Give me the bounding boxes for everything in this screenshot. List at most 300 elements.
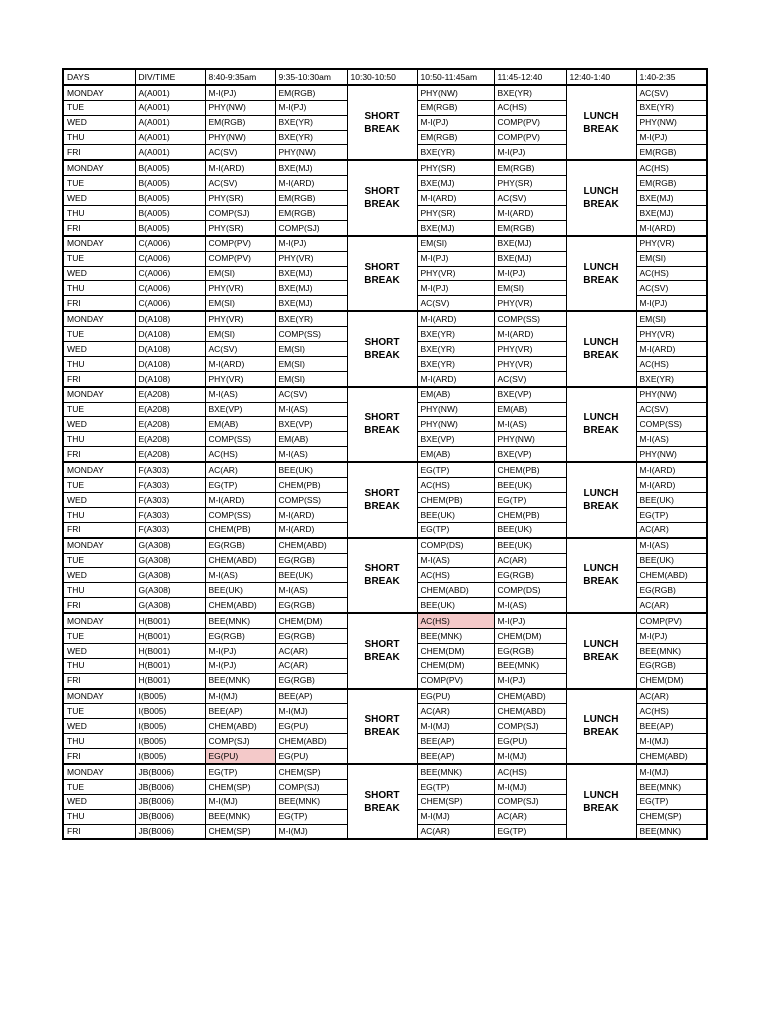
slot-1-cell: CHEM(SP) (205, 779, 275, 794)
slot-3-cell: BEE(MNK) (417, 764, 494, 779)
slot-4-cell: CHEM(ABD) (494, 689, 566, 704)
slot-4-cell: M-I(AS) (494, 598, 566, 613)
slot-3-cell: CHEM(DM) (417, 658, 494, 673)
slot-4-cell: PHY(VR) (494, 356, 566, 371)
slot-2-cell: EM(SI) (275, 356, 347, 371)
slot-2-cell: CHEM(SP) (275, 764, 347, 779)
slot-3-cell: CHEM(SP) (417, 794, 494, 809)
slot-3-cell: CHEM(PB) (417, 492, 494, 507)
division-cell: G(A308) (135, 538, 205, 553)
timetable (62, 68, 708, 840)
slot-5-cell: EM(SI) (636, 311, 707, 326)
day-cell: THU (63, 206, 135, 221)
slot-2-cell: EM(SI) (275, 371, 347, 386)
slot-2-cell: PHY(NW) (275, 145, 347, 160)
day-cell: FRI (63, 673, 135, 688)
slot-2-cell: EG(RGB) (275, 598, 347, 613)
slot-3-cell: AC(HS) (417, 568, 494, 583)
slot-3-cell: CHEM(ABD) (417, 583, 494, 598)
slot-3-cell: EG(TP) (417, 779, 494, 794)
slot-5-cell: EM(RGB) (636, 145, 707, 160)
slot-1-cell: CHEM(PB) (205, 522, 275, 537)
division-cell: JB(B006) (135, 764, 205, 779)
slot-1-cell: AC(HS) (205, 447, 275, 462)
slot-2-cell: COMP(SS) (275, 492, 347, 507)
slot-1-cell: M-I(ARD) (205, 492, 275, 507)
table-row (63, 764, 707, 779)
slot-4-cell: BXE(VP) (494, 447, 566, 462)
slot-5-cell: M-I(PJ) (636, 628, 707, 643)
slot-1-cell: BXE(VP) (205, 402, 275, 417)
day-cell: WED (63, 643, 135, 658)
division-cell: A(A001) (135, 130, 205, 145)
slot-2-cell: EG(RGB) (275, 553, 347, 568)
slot-3-cell: COMP(PV) (417, 673, 494, 688)
slot-5-cell: M-I(ARD) (636, 220, 707, 235)
slot-1-cell: EM(SI) (205, 296, 275, 311)
division-cell: E(A208) (135, 447, 205, 462)
division-cell: C(A006) (135, 266, 205, 281)
slot-5-cell: BEE(MNK) (636, 824, 707, 839)
slot-1-cell: EM(RGB) (205, 115, 275, 130)
division-cell: C(A006) (135, 281, 205, 296)
slot-4-cell: M-I(PJ) (494, 613, 566, 628)
slot-5-cell: EG(RGB) (636, 583, 707, 598)
division-cell: I(B005) (135, 689, 205, 704)
slot-4-cell: M-I(PJ) (494, 673, 566, 688)
day-cell: WED (63, 115, 135, 130)
slot-3-cell: BXE(MJ) (417, 176, 494, 191)
division-cell: G(A308) (135, 598, 205, 613)
slot-1-cell: PHY(SR) (205, 191, 275, 206)
slot-1-cell: COMP(SJ) (205, 734, 275, 749)
division-cell: D(A108) (135, 327, 205, 342)
slot-5-cell: PHY(VR) (636, 236, 707, 251)
slot-5-cell: BEE(UK) (636, 553, 707, 568)
day-cell: MONDAY (63, 85, 135, 100)
slot-3-cell: BXE(YR) (417, 145, 494, 160)
slot-4-cell: BXE(MJ) (494, 236, 566, 251)
day-cell: WED (63, 568, 135, 583)
division-cell: I(B005) (135, 719, 205, 734)
slot-2-cell: EG(PU) (275, 749, 347, 764)
slot-1-cell: EG(RGB) (205, 538, 275, 553)
slot-2-cell: M-I(PJ) (275, 236, 347, 251)
slot-4-cell: BEE(UK) (494, 478, 566, 493)
slot-5-cell: M-I(PJ) (636, 130, 707, 145)
division-cell: G(A308) (135, 583, 205, 598)
division-cell: A(A001) (135, 100, 205, 115)
day-cell: TUE (63, 553, 135, 568)
slot-4-cell: CHEM(DM) (494, 628, 566, 643)
day-cell: FRI (63, 598, 135, 613)
slot-2-cell: EG(TP) (275, 809, 347, 824)
slot-1-cell: COMP(SJ) (205, 206, 275, 221)
slot-5-cell: EG(TP) (636, 794, 707, 809)
table-row (63, 160, 707, 175)
slot-3-cell: BEE(AP) (417, 734, 494, 749)
day-cell: MONDAY (63, 538, 135, 553)
header-cell: DIV/TIME (135, 69, 205, 85)
day-cell: THU (63, 658, 135, 673)
slot-3-cell: BEE(MNK) (417, 628, 494, 643)
slot-5-cell: AC(AR) (636, 522, 707, 537)
division-cell: F(A303) (135, 522, 205, 537)
slot-2-cell: M-I(ARD) (275, 507, 347, 522)
lunch-break-cell: LUNCH BREAK (566, 689, 636, 764)
header-cell: 12:40-1:40 (566, 69, 636, 85)
slot-2-cell: CHEM(PB) (275, 478, 347, 493)
division-cell: C(A006) (135, 251, 205, 266)
slot-2-cell: CHEM(DM) (275, 613, 347, 628)
division-cell: G(A308) (135, 568, 205, 583)
slot-2-cell: EM(AB) (275, 432, 347, 447)
slot-5-cell: BXE(MJ) (636, 191, 707, 206)
slot-1-cell: BEE(UK) (205, 583, 275, 598)
slot-1-cell: EG(TP) (205, 764, 275, 779)
short-break-cell: SHORT BREAK (347, 85, 417, 160)
slot-2-cell: M-I(AS) (275, 402, 347, 417)
slot-5-cell: M-I(ARD) (636, 342, 707, 357)
division-cell: A(A001) (135, 85, 205, 100)
day-cell: MONDAY (63, 689, 135, 704)
slot-4-cell: EM(RGB) (494, 160, 566, 175)
division-cell: H(B001) (135, 613, 205, 628)
slot-5-cell: EG(RGB) (636, 658, 707, 673)
slot-1-cell: M-I(PJ) (205, 643, 275, 658)
slot-4-cell: AC(SV) (494, 371, 566, 386)
slot-3-cell: COMP(DS) (417, 538, 494, 553)
slot-3-cell: BEE(UK) (417, 598, 494, 613)
slot-4-cell: CHEM(PB) (494, 507, 566, 522)
slot-4-cell: EG(PU) (494, 734, 566, 749)
slot-1-cell: M-I(MJ) (205, 689, 275, 704)
slot-3-cell: M-I(ARD) (417, 371, 494, 386)
table-row (63, 236, 707, 251)
day-cell: FRI (63, 522, 135, 537)
day-cell: THU (63, 356, 135, 371)
slot-4-cell: BEE(UK) (494, 522, 566, 537)
lunch-break-cell: LUNCH BREAK (566, 462, 636, 537)
day-cell: FRI (63, 220, 135, 235)
day-cell: FRI (63, 447, 135, 462)
division-cell: F(A303) (135, 478, 205, 493)
division-cell: D(A108) (135, 356, 205, 371)
slot-1-cell: BEE(AP) (205, 704, 275, 719)
slot-2-cell: M-I(ARD) (275, 176, 347, 191)
slot-4-cell: PHY(VR) (494, 296, 566, 311)
slot-5-cell: COMP(PV) (636, 613, 707, 628)
slot-5-cell: AC(HS) (636, 704, 707, 719)
day-cell: FRI (63, 296, 135, 311)
division-cell: JB(B006) (135, 794, 205, 809)
slot-3-cell: M-I(PJ) (417, 281, 494, 296)
lunch-break-cell: LUNCH BREAK (566, 85, 636, 160)
slot-4-cell: AC(AR) (494, 809, 566, 824)
division-cell: C(A006) (135, 296, 205, 311)
day-cell: THU (63, 130, 135, 145)
division-cell: I(B005) (135, 704, 205, 719)
slot-3-cell: M-I(ARD) (417, 191, 494, 206)
slot-1-cell: BEE(MNK) (205, 613, 275, 628)
table-row (63, 311, 707, 326)
division-cell: C(A006) (135, 236, 205, 251)
slot-4-cell: CHEM(ABD) (494, 704, 566, 719)
slot-2-cell: BXE(YR) (275, 130, 347, 145)
slot-4-cell: EM(RGB) (494, 220, 566, 235)
division-cell: I(B005) (135, 734, 205, 749)
day-cell: MONDAY (63, 160, 135, 175)
day-cell: TUE (63, 478, 135, 493)
slot-5-cell: M-I(ARD) (636, 462, 707, 477)
slot-3-cell: AC(AR) (417, 704, 494, 719)
slot-2-cell: AC(AR) (275, 658, 347, 673)
slot-5-cell: AC(AR) (636, 598, 707, 613)
day-cell: FRI (63, 749, 135, 764)
short-break-cell: SHORT BREAK (347, 689, 417, 764)
header-cell: DAYS (63, 69, 135, 85)
division-cell: B(A005) (135, 220, 205, 235)
slot-1-cell: EM(AB) (205, 417, 275, 432)
slot-4-cell: M-I(PJ) (494, 145, 566, 160)
slot-3-cell: PHY(NW) (417, 417, 494, 432)
day-cell: TUE (63, 628, 135, 643)
slot-2-cell: M-I(PJ) (275, 100, 347, 115)
slot-2-cell: BXE(YR) (275, 115, 347, 130)
slot-4-cell: M-I(PJ) (494, 266, 566, 281)
slot-3-cell: EM(SI) (417, 236, 494, 251)
slot-5-cell: M-I(PJ) (636, 296, 707, 311)
header-cell: 10:30-10:50 (347, 69, 417, 85)
day-cell: FRI (63, 145, 135, 160)
slot-3-cell: M-I(AS) (417, 553, 494, 568)
day-cell: TUE (63, 402, 135, 417)
slot-3-cell: M-I(MJ) (417, 719, 494, 734)
table-row (63, 85, 707, 100)
header-row (63, 69, 707, 85)
slot-2-cell: BXE(VP) (275, 417, 347, 432)
lunch-break-cell: LUNCH BREAK (566, 764, 636, 839)
short-break-cell: SHORT BREAK (347, 160, 417, 235)
division-cell: E(A208) (135, 432, 205, 447)
slot-3-cell: AC(HS) (417, 478, 494, 493)
slot-1-cell: PHY(VR) (205, 311, 275, 326)
slot-1-cell: M-I(PJ) (205, 85, 275, 100)
slot-1-cell: M-I(ARD) (205, 160, 275, 175)
slot-3-cell: BXE(VP) (417, 432, 494, 447)
short-break-cell: SHORT BREAK (347, 538, 417, 613)
slot-2-cell: BXE(YR) (275, 311, 347, 326)
slot-5-cell: COMP(SS) (636, 417, 707, 432)
slot-2-cell: EG(PU) (275, 719, 347, 734)
slot-2-cell: M-I(ARD) (275, 522, 347, 537)
day-cell: WED (63, 191, 135, 206)
slot-4-cell: PHY(NW) (494, 432, 566, 447)
slot-3-cell: BXE(YR) (417, 342, 494, 357)
slot-1-cell: PHY(NW) (205, 100, 275, 115)
day-cell: FRI (63, 824, 135, 839)
slot-5-cell: EM(RGB) (636, 176, 707, 191)
slot-3-cell: PHY(NW) (417, 85, 494, 100)
slot-5-cell: BXE(YR) (636, 100, 707, 115)
division-cell: A(A001) (135, 145, 205, 160)
day-cell: MONDAY (63, 764, 135, 779)
division-cell: A(A001) (135, 115, 205, 130)
slot-1-cell: EM(SI) (205, 266, 275, 281)
slot-2-cell: COMP(SJ) (275, 220, 347, 235)
slot-2-cell: EM(RGB) (275, 206, 347, 221)
slot-4-cell: BXE(MJ) (494, 251, 566, 266)
slot-5-cell: BEE(UK) (636, 492, 707, 507)
division-cell: B(A005) (135, 176, 205, 191)
slot-4-cell: COMP(SS) (494, 311, 566, 326)
slot-3-cell: M-I(PJ) (417, 115, 494, 130)
day-cell: MONDAY (63, 311, 135, 326)
slot-5-cell: PHY(NW) (636, 387, 707, 402)
division-cell: F(A303) (135, 507, 205, 522)
division-cell: D(A108) (135, 342, 205, 357)
short-break-cell: SHORT BREAK (347, 311, 417, 386)
slot-3-cell: BXE(YR) (417, 327, 494, 342)
division-cell: JB(B006) (135, 779, 205, 794)
slot-5-cell: CHEM(ABD) (636, 749, 707, 764)
slot-3-cell: EM(RGB) (417, 100, 494, 115)
slot-1-cell: M-I(AS) (205, 568, 275, 583)
slot-3-cell: PHY(NW) (417, 402, 494, 417)
slot-3-cell: EM(RGB) (417, 130, 494, 145)
slot-5-cell: M-I(MJ) (636, 734, 707, 749)
slot-1-cell: CHEM(SP) (205, 824, 275, 839)
table-row (63, 387, 707, 402)
slot-5-cell: PHY(VR) (636, 327, 707, 342)
day-cell: TUE (63, 100, 135, 115)
slot-2-cell: BXE(MJ) (275, 266, 347, 281)
slot-3-cell: M-I(PJ) (417, 251, 494, 266)
short-break-cell: SHORT BREAK (347, 613, 417, 688)
slot-1-cell: CHEM(ABD) (205, 598, 275, 613)
slot-5-cell: CHEM(SP) (636, 809, 707, 824)
slot-4-cell: EG(TP) (494, 824, 566, 839)
slot-1-cell: AC(SV) (205, 342, 275, 357)
day-cell: TUE (63, 779, 135, 794)
slot-3-cell: AC(AR) (417, 824, 494, 839)
slot-3-cell: AC(HS) (417, 613, 494, 628)
slot-2-cell: BEE(UK) (275, 568, 347, 583)
slot-5-cell: AC(SV) (636, 281, 707, 296)
slot-2-cell: CHEM(ABD) (275, 734, 347, 749)
slot-5-cell: AC(SV) (636, 402, 707, 417)
slot-3-cell: EG(TP) (417, 462, 494, 477)
slot-2-cell: EM(RGB) (275, 191, 347, 206)
slot-2-cell: BXE(MJ) (275, 281, 347, 296)
slot-4-cell: M-I(MJ) (494, 779, 566, 794)
slot-3-cell: EG(TP) (417, 522, 494, 537)
slot-1-cell: CHEM(ABD) (205, 719, 275, 734)
slot-5-cell: CHEM(DM) (636, 673, 707, 688)
day-cell: THU (63, 809, 135, 824)
slot-1-cell: PHY(VR) (205, 371, 275, 386)
slot-5-cell: CHEM(ABD) (636, 568, 707, 583)
division-cell: E(A208) (135, 387, 205, 402)
slot-4-cell: M-I(AS) (494, 417, 566, 432)
day-cell: WED (63, 266, 135, 281)
slot-1-cell: M-I(ARD) (205, 356, 275, 371)
slot-4-cell: EG(TP) (494, 492, 566, 507)
division-cell: F(A303) (135, 492, 205, 507)
slot-1-cell: AC(SV) (205, 176, 275, 191)
slot-4-cell: BXE(VP) (494, 387, 566, 402)
division-cell: B(A005) (135, 160, 205, 175)
day-cell: FRI (63, 371, 135, 386)
slot-4-cell: EM(AB) (494, 402, 566, 417)
lunch-break-cell: LUNCH BREAK (566, 538, 636, 613)
slot-3-cell: BXE(YR) (417, 356, 494, 371)
table-row (63, 613, 707, 628)
slot-2-cell: AC(AR) (275, 643, 347, 658)
short-break-cell: SHORT BREAK (347, 764, 417, 839)
slot-2-cell: M-I(AS) (275, 447, 347, 462)
slot-1-cell: CHEM(ABD) (205, 553, 275, 568)
slot-1-cell: AC(AR) (205, 462, 275, 477)
division-cell: JB(B006) (135, 824, 205, 839)
slot-4-cell: PHY(SR) (494, 176, 566, 191)
slot-2-cell: BXE(MJ) (275, 160, 347, 175)
division-cell: G(A308) (135, 553, 205, 568)
lunch-break-cell: LUNCH BREAK (566, 236, 636, 311)
slot-1-cell: EG(PU) (205, 749, 275, 764)
division-cell: E(A208) (135, 402, 205, 417)
day-cell: THU (63, 583, 135, 598)
slot-2-cell: BXE(MJ) (275, 296, 347, 311)
slot-2-cell: COMP(SJ) (275, 779, 347, 794)
slot-2-cell: AC(SV) (275, 387, 347, 402)
slot-3-cell: BXE(MJ) (417, 220, 494, 235)
slot-1-cell: COMP(SS) (205, 507, 275, 522)
slot-2-cell: EM(RGB) (275, 85, 347, 100)
timetable-body (63, 69, 707, 839)
slot-1-cell: PHY(VR) (205, 281, 275, 296)
slot-1-cell: EG(RGB) (205, 628, 275, 643)
slot-2-cell: CHEM(ABD) (275, 538, 347, 553)
slot-1-cell: M-I(AS) (205, 387, 275, 402)
slot-2-cell: M-I(MJ) (275, 704, 347, 719)
slot-5-cell: PHY(NW) (636, 115, 707, 130)
day-cell: TUE (63, 251, 135, 266)
slot-5-cell: BXE(MJ) (636, 206, 707, 221)
slot-4-cell: AC(SV) (494, 191, 566, 206)
slot-4-cell: M-I(ARD) (494, 327, 566, 342)
slot-3-cell: PHY(SR) (417, 206, 494, 221)
division-cell: E(A208) (135, 417, 205, 432)
day-cell: WED (63, 492, 135, 507)
table-row (63, 462, 707, 477)
slot-4-cell: M-I(MJ) (494, 749, 566, 764)
day-cell: MONDAY (63, 613, 135, 628)
slot-5-cell: EG(TP) (636, 507, 707, 522)
header-cell: 11:45-12:40 (494, 69, 566, 85)
slot-1-cell: COMP(PV) (205, 236, 275, 251)
slot-1-cell: BEE(MNK) (205, 673, 275, 688)
slot-2-cell: BEE(MNK) (275, 794, 347, 809)
slot-1-cell: PHY(SR) (205, 220, 275, 235)
day-cell: WED (63, 342, 135, 357)
division-cell: H(B001) (135, 643, 205, 658)
slot-4-cell: AC(HS) (494, 764, 566, 779)
slot-4-cell: BEE(UK) (494, 538, 566, 553)
slot-3-cell: M-I(ARD) (417, 311, 494, 326)
table-row (63, 538, 707, 553)
division-cell: H(B001) (135, 658, 205, 673)
